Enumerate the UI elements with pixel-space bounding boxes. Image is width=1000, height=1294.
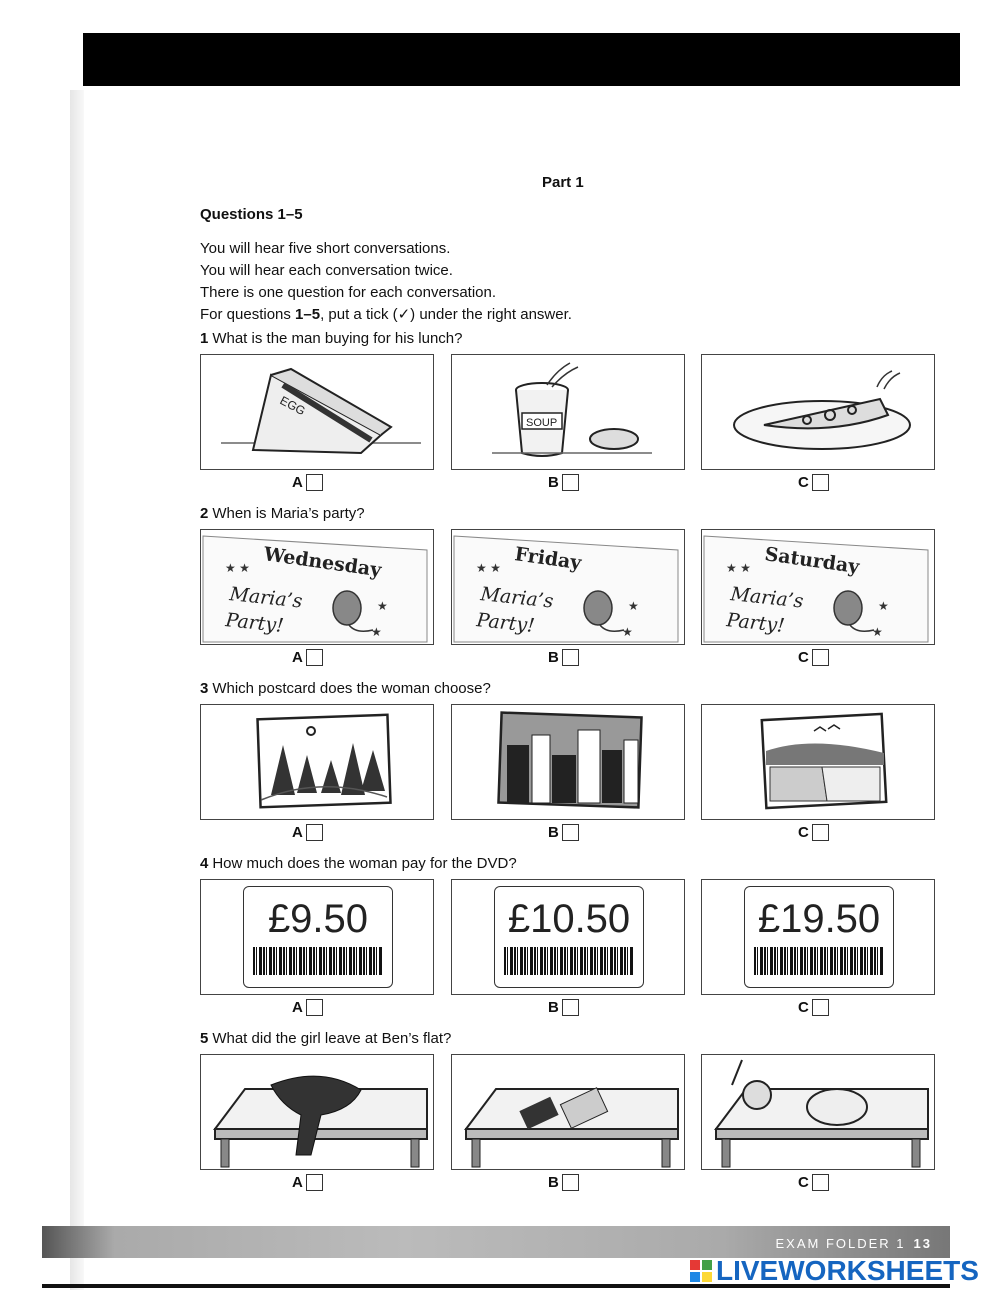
option-letter: C xyxy=(798,649,809,666)
instruction-line: You will hear each conversation twice. xyxy=(200,262,453,279)
option-c xyxy=(798,1174,829,1191)
question-prompt: Which postcard does the woman choose? xyxy=(212,680,491,697)
option-picture-b xyxy=(451,529,685,645)
books-on-table-illustration xyxy=(452,1055,684,1169)
option-picture-a xyxy=(200,704,434,820)
instruction-text: , put a tick (✓) under the right answer. xyxy=(320,306,572,323)
option-b xyxy=(548,824,579,841)
tick-box[interactable] xyxy=(812,999,829,1016)
option-c xyxy=(798,649,829,666)
watermark-text: LIVEWORKSHEETS xyxy=(716,1255,979,1286)
instruction-line xyxy=(200,304,572,326)
option-letter: A xyxy=(292,1174,303,1191)
tick-box[interactable] xyxy=(812,474,829,491)
soup-label: SOUP xyxy=(526,417,558,429)
snowy-forest-postcard-illustration xyxy=(201,705,433,819)
tick-box[interactable] xyxy=(562,824,579,841)
waterfall-postcard-illustration xyxy=(702,705,934,819)
barcode xyxy=(253,947,383,975)
option-letter: B xyxy=(548,649,559,666)
pizza-illustration xyxy=(702,355,934,469)
option-a xyxy=(292,824,323,841)
option-picture-b xyxy=(451,1054,685,1170)
barcode xyxy=(754,947,884,975)
question-5 xyxy=(200,1030,936,1191)
option-b xyxy=(548,474,579,491)
svg-text:★ ★: ★ ★ xyxy=(225,561,250,575)
question-1 xyxy=(200,330,936,491)
party-card-illustration xyxy=(702,530,934,644)
logo-squares-icon xyxy=(690,1260,712,1282)
instructions xyxy=(200,238,572,326)
tick-box[interactable] xyxy=(562,1174,579,1191)
option-c xyxy=(798,474,829,491)
party-line1: Maria’s xyxy=(228,583,304,613)
footer-folder-label: EXAM FOLDER 1 xyxy=(775,1236,906,1251)
question-text xyxy=(200,1030,936,1050)
tick-box[interactable] xyxy=(562,649,579,666)
toys-on-table-illustration xyxy=(702,1055,934,1169)
question-prompt: What did the girl leave at Ben’s flat? xyxy=(212,1030,452,1047)
price-label: £10.50 xyxy=(507,897,631,941)
option-c xyxy=(798,999,829,1016)
party-line2: Party! xyxy=(725,609,786,638)
svg-text:★: ★ xyxy=(622,625,633,639)
questions-heading: Questions 1–5 xyxy=(200,206,303,223)
option-picture-c xyxy=(701,1054,935,1170)
svg-text:★: ★ xyxy=(878,599,889,613)
option-a xyxy=(292,649,323,666)
option-picture-c xyxy=(701,529,935,645)
question-prompt: What is the man buying for his lunch? xyxy=(212,330,463,347)
question-number: 4 xyxy=(200,855,209,872)
question-text xyxy=(200,855,936,875)
option-picture-b xyxy=(451,704,685,820)
instruction-text: For questions xyxy=(200,306,296,323)
party-card-illustration xyxy=(452,530,684,644)
tick-box[interactable] xyxy=(812,649,829,666)
question-2 xyxy=(200,505,936,666)
top-black-bar xyxy=(83,33,960,86)
price-label: £19.50 xyxy=(757,897,881,941)
option-letter: C xyxy=(798,999,809,1016)
option-letter: A xyxy=(292,999,303,1016)
option-letter: B xyxy=(548,824,559,841)
page-number: 13 xyxy=(913,1236,932,1251)
option-picture-a xyxy=(200,529,434,645)
option-c xyxy=(798,824,829,841)
question-text xyxy=(200,505,936,525)
party-day: Wednesday xyxy=(262,543,383,582)
question-number: 1 xyxy=(200,330,209,347)
tick-box[interactable] xyxy=(812,1174,829,1191)
option-letter: C xyxy=(798,474,809,491)
answer-options xyxy=(200,704,936,841)
tick-box[interactable] xyxy=(306,474,323,491)
option-letter: B xyxy=(548,1174,559,1191)
option-b xyxy=(548,649,579,666)
option-a xyxy=(292,1174,323,1191)
clothes-on-table-illustration xyxy=(201,1055,433,1169)
tick-box[interactable] xyxy=(812,824,829,841)
liveworksheets-logo xyxy=(690,1255,979,1287)
tick-box[interactable] xyxy=(306,649,323,666)
scan-shadow xyxy=(70,90,84,1290)
question-number: 3 xyxy=(200,680,209,697)
answer-options xyxy=(200,879,936,1016)
svg-text:★: ★ xyxy=(872,625,883,639)
svg-text:★: ★ xyxy=(371,625,382,639)
option-letter: A xyxy=(292,824,303,841)
option-picture-c xyxy=(701,704,935,820)
option-a xyxy=(292,474,323,491)
question-number: 2 xyxy=(200,505,209,522)
price-tag xyxy=(494,886,644,988)
answer-options xyxy=(200,1054,936,1191)
party-line2: Party! xyxy=(224,609,285,638)
option-letter: B xyxy=(548,474,559,491)
party-line1: Maria’s xyxy=(729,583,805,613)
instruction-line: You will hear five short conversations. xyxy=(200,240,451,257)
sandwich-label: EGG xyxy=(277,393,308,419)
party-day: Saturday xyxy=(763,543,861,579)
instruction-line: There is one question for each conversation. xyxy=(200,284,497,301)
party-day: Friday xyxy=(513,543,583,575)
question-number: 5 xyxy=(200,1030,209,1047)
option-letter: B xyxy=(548,999,559,1016)
option-picture-a xyxy=(200,354,434,470)
instruction-range: 1–5 xyxy=(295,306,321,323)
option-a xyxy=(292,999,323,1016)
barcode xyxy=(504,947,634,975)
question-text xyxy=(200,680,936,700)
svg-text:★ ★: ★ ★ xyxy=(476,561,501,575)
option-letter: A xyxy=(292,474,303,491)
soup-illustration xyxy=(452,355,684,469)
option-b xyxy=(548,1174,579,1191)
tick-box[interactable] xyxy=(306,999,323,1016)
option-picture-b xyxy=(451,354,685,470)
party-line2: Party! xyxy=(475,609,536,638)
svg-text:★: ★ xyxy=(628,599,639,613)
question-prompt: How much does the woman pay for the DVD? xyxy=(212,855,517,872)
option-picture-c xyxy=(701,879,935,995)
price-tag xyxy=(243,886,393,988)
question-text xyxy=(200,330,936,350)
tick-box[interactable] xyxy=(306,1174,323,1191)
option-letter: A xyxy=(292,649,303,666)
party-line1: Maria’s xyxy=(479,583,555,613)
option-picture-c xyxy=(701,354,935,470)
tick-box[interactable] xyxy=(306,824,323,841)
part-title: Part 1 xyxy=(542,174,584,191)
answer-options xyxy=(200,529,936,666)
tick-box[interactable] xyxy=(562,474,579,491)
price-label: £9.50 xyxy=(267,897,369,941)
option-picture-a xyxy=(200,879,434,995)
sandwich-illustration xyxy=(201,355,433,469)
option-picture-b xyxy=(451,879,685,995)
tick-box[interactable] xyxy=(562,999,579,1016)
party-card-illustration xyxy=(201,530,433,644)
option-picture-a xyxy=(200,1054,434,1170)
option-b xyxy=(548,999,579,1016)
city-postcard-illustration xyxy=(452,705,684,819)
question-prompt: When is Maria’s party? xyxy=(212,505,365,522)
question-3 xyxy=(200,680,936,841)
svg-text:★: ★ xyxy=(377,599,388,613)
answer-options xyxy=(200,354,936,491)
price-tag xyxy=(744,886,894,988)
question-4 xyxy=(200,855,936,1016)
option-letter: C xyxy=(798,824,809,841)
svg-text:★ ★: ★ ★ xyxy=(726,561,751,575)
footer-label xyxy=(776,1236,933,1251)
option-letter: C xyxy=(798,1174,809,1191)
